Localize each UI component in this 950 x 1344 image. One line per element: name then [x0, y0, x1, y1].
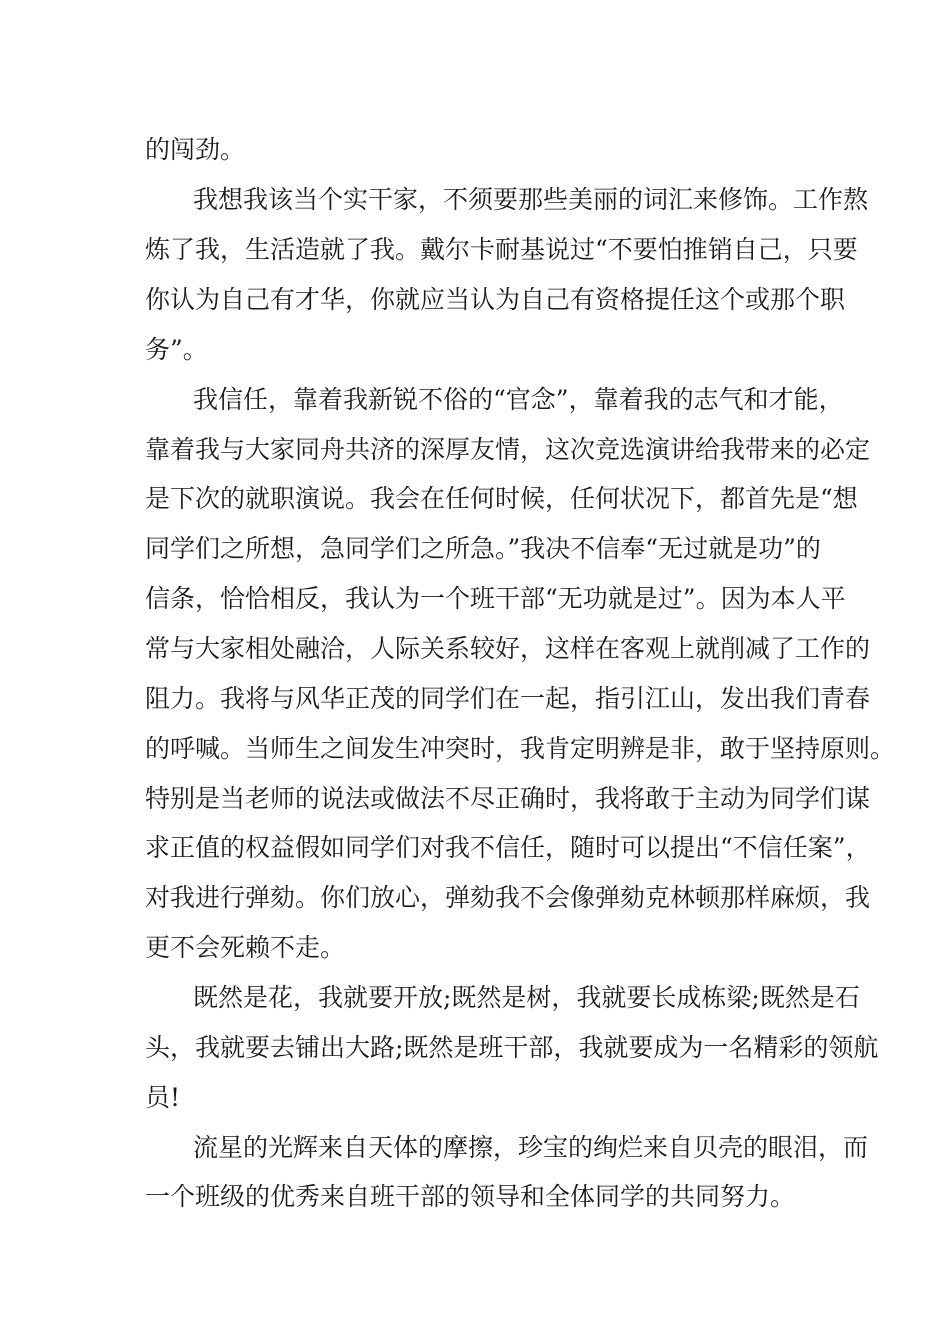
text-line: 求正值的权益假如同学们对我不信任，随时可以提出“不信任案”，: [145, 833, 871, 862]
text-line: 炼了我，生活造就了我。戴尔卡耐基说过“不要怕推销自己，只要: [145, 235, 858, 264]
text-line: 特别是当老师的说法或做法不尽正确时，我将敢于主动为同学们谋: [145, 784, 871, 813]
text-line: 对我进行弹劾。你们放心，弹劾我不会像弹劾克林顿那样麻烦，我: [145, 883, 871, 912]
text-line: 你认为自己有才华，你就应当认为自己有资格提任这个或那个职: [145, 285, 846, 314]
text-line: 头，我就要去铺出大路;既然是班干部，我就要成为一名精彩的领航: [145, 1033, 879, 1062]
paragraph-first-line: 流星的光辉来自天体的摩擦，珍宝的绚烂来自贝壳的眼泪，而: [193, 1133, 869, 1162]
text-line: 务”。: [145, 335, 208, 364]
text-line: 的闯劲。: [145, 135, 246, 164]
text-line: 员!: [145, 1083, 181, 1112]
text-line: 常与大家相处融洽，人际关系较好，这样在客观上就削减了工作的: [145, 634, 871, 663]
text-line: 的呼喊。当师生之间发生冲突时，我肯定明辨是非，敢于坚持原则。: [145, 734, 896, 763]
text-line: 更不会死赖不走。: [145, 933, 346, 962]
text-line: 同学们之所想，急同学们之所急。”我决不信奉“无过就是功”的: [145, 534, 821, 563]
paragraph-first-line: 我信任，靠着我新锐不俗的“官念”，靠着我的志气和才能，: [193, 385, 844, 414]
text-line: 信条，恰恰相反，我认为一个班干部“无功就是过”。因为本人平: [145, 584, 846, 613]
text-line: 是下次的就职演说。我会在任何时候，任何状况下，都首先是“想: [145, 484, 858, 513]
text-line: 一个班级的优秀来自班干部的领导和全体同学的共同努力。: [145, 1182, 796, 1211]
text-line: 靠着我与大家同舟共济的深厚友情，这次竞选演讲给我带来的必定: [145, 435, 871, 464]
paragraph-first-line: 既然是花，我就要开放;既然是树，我就要长成栋梁;既然是石: [193, 983, 860, 1012]
paragraph-first-line: 我想我该当个实干家，不须要那些美丽的词汇来修饰。工作熬: [193, 185, 869, 214]
text-line: 阻力。我将与风华正茂的同学们在一起，指引江山，发出我们青春: [145, 684, 871, 713]
